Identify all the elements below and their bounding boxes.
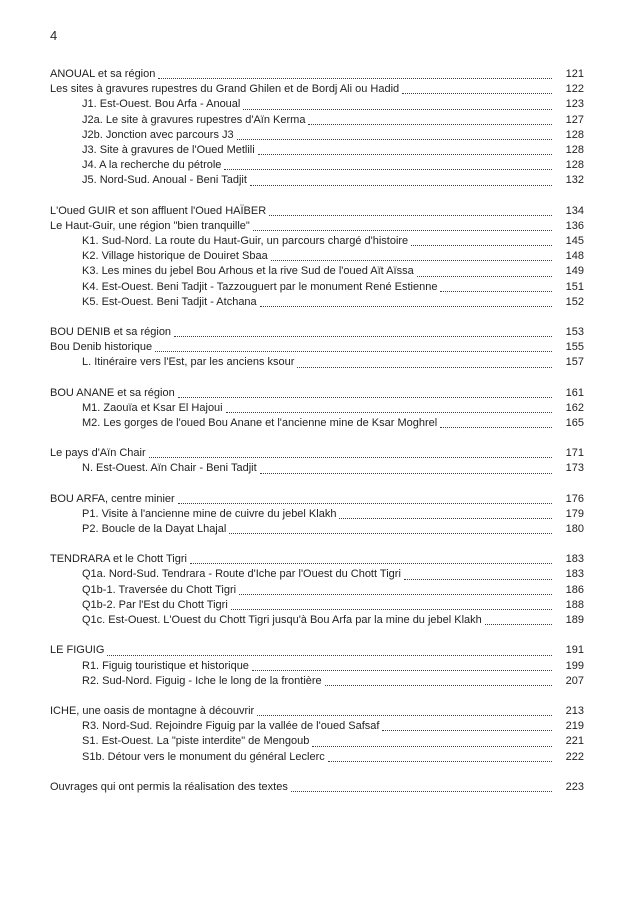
toc-leader-dots xyxy=(325,685,552,686)
toc-entry-page: 122 xyxy=(565,83,584,96)
toc-entry xyxy=(50,416,584,431)
toc-entry xyxy=(50,461,584,476)
toc-entry-label: Q1a. Nord-Sud. Tendrara - Route d'Iche par l'Ouest du Chott Tigri xyxy=(82,568,401,581)
toc-entry-page: 161 xyxy=(565,386,584,399)
toc-entry-page: 132 xyxy=(565,174,584,187)
toc-entry-label: J4. A la recherche du pétrole xyxy=(82,159,222,172)
toc-group xyxy=(50,325,584,371)
toc-entry-label: J2a. Le site à gravures rupestres d'Aïn Kerma xyxy=(82,113,306,126)
toc-entry-page: 128 xyxy=(565,159,584,172)
toc-group xyxy=(50,67,584,189)
toc-entry-page: 183 xyxy=(565,568,584,581)
toc-entry-label: M1. Zaouïa et Ksar El Hajoui xyxy=(82,401,223,414)
toc-leader-dots xyxy=(382,730,552,731)
toc-entry-page: 157 xyxy=(565,356,584,369)
toc-entry-label: R1. Figuig touristique et historique xyxy=(82,659,249,672)
toc-entry xyxy=(50,401,584,416)
toc-leader-dots xyxy=(231,609,552,610)
toc-entry-page: 127 xyxy=(565,113,584,126)
toc-leader-dots xyxy=(178,503,552,504)
toc-entry xyxy=(50,143,584,158)
toc-entry-page: 180 xyxy=(565,523,584,536)
toc-entry-label: J3. Site à gravures de l'Oued Metlili xyxy=(82,144,255,157)
toc-entry xyxy=(50,446,584,461)
toc-entry-page: 136 xyxy=(565,219,584,232)
toc-entry xyxy=(50,734,584,749)
toc-entry-label: Ouvrages qui ont permis la réalisation des textes xyxy=(50,780,288,793)
toc-leader-dots xyxy=(328,761,552,762)
toc-entry xyxy=(50,719,584,734)
toc-leader-dots xyxy=(339,518,552,519)
toc-entry xyxy=(50,97,584,112)
toc-entry xyxy=(50,280,584,295)
toc-entry xyxy=(50,583,584,598)
toc-entry-label: K5. Est-Ouest. Beni Tadjit - Atchana xyxy=(82,295,257,308)
toc-entry-page: 186 xyxy=(565,583,584,596)
toc-entry xyxy=(50,158,584,173)
toc-entry xyxy=(50,507,584,522)
toc-entry xyxy=(50,355,584,370)
toc-entry-label: LE FIGUIG xyxy=(50,644,105,657)
toc-group xyxy=(50,492,584,538)
toc-entry xyxy=(50,750,584,765)
toc-leader-dots xyxy=(402,93,552,94)
toc-entry-page: 207 xyxy=(565,674,584,687)
toc-entry-label: ICHE, une oasis de montagne à découvrir xyxy=(50,704,255,717)
toc-entry xyxy=(50,82,584,97)
toc-group xyxy=(50,552,584,628)
toc-leader-dots xyxy=(308,124,552,125)
toc-leader-dots xyxy=(258,154,552,155)
toc-entry-page: 155 xyxy=(565,341,584,354)
toc-entry-label: K4. Est-Ouest. Beni Tadjit - Tazzouguert par le monument René Estienne xyxy=(82,280,438,293)
toc-leader-dots xyxy=(226,412,552,413)
toc-leader-dots xyxy=(174,336,552,337)
toc-entry-page: 123 xyxy=(565,98,584,111)
toc-entry-label: Bou Denib historique xyxy=(50,341,153,354)
table-of-contents xyxy=(50,67,584,795)
toc-entry-page: 213 xyxy=(565,704,584,717)
toc-leader-dots xyxy=(411,245,552,246)
toc-entry xyxy=(50,204,584,219)
toc-entry-label: BOU DENIB et sa région xyxy=(50,326,172,339)
toc-entry-page: 219 xyxy=(565,720,584,733)
toc-leader-dots xyxy=(224,169,552,170)
toc-entry-page: 134 xyxy=(565,204,584,217)
toc-entry xyxy=(50,173,584,188)
toc-entry-label: R3. Nord-Sud. Rejoindre Figuig par la vallée de l'oued Safsaf xyxy=(82,720,380,733)
toc-group xyxy=(50,780,584,795)
toc-entry-label: M2. Les gorges de l'oued Bou Anane et l'ancienne mine de Ksar Moghrel xyxy=(82,417,438,430)
page-number: 4 xyxy=(50,28,58,43)
toc-entry xyxy=(50,128,584,143)
toc-entry-label: K2. Village historique de Douiret Sbaa xyxy=(82,250,268,263)
toc-leader-dots xyxy=(178,397,552,398)
toc-entry-label: Q1b-2. Par l'Est du Chott Tigri xyxy=(82,598,228,611)
toc-entry-page: 188 xyxy=(565,598,584,611)
toc-entry-label: BOU ARFA, centre minier xyxy=(50,492,175,505)
toc-entry-label: P1. Visite à l'ancienne mine de cuivre du jebel Klakh xyxy=(82,507,337,520)
toc-leader-dots xyxy=(271,260,552,261)
toc-entry-page: 149 xyxy=(565,265,584,278)
toc-entry xyxy=(50,659,584,674)
toc-entry xyxy=(50,295,584,310)
toc-entry xyxy=(50,492,584,507)
toc-entry-page: 171 xyxy=(565,447,584,460)
toc-entry-page: 152 xyxy=(565,295,584,308)
toc-entry xyxy=(50,249,584,264)
toc-leader-dots xyxy=(250,185,552,186)
toc-leader-dots xyxy=(253,230,552,231)
toc-entry xyxy=(50,386,584,401)
toc-entry-page: 191 xyxy=(565,644,584,657)
toc-group xyxy=(50,204,584,310)
toc-entry xyxy=(50,340,584,355)
toc-entry-page: 162 xyxy=(565,401,584,414)
toc-leader-dots xyxy=(229,533,552,534)
toc-entry xyxy=(50,674,584,689)
toc-leader-dots xyxy=(297,367,552,368)
toc-entry-label: BOU ANANE et sa région xyxy=(50,386,175,399)
toc-entry-page: 153 xyxy=(565,326,584,339)
toc-entry-label: J5. Nord-Sud. Anoual - Beni Tadjit xyxy=(82,174,247,187)
toc-entry xyxy=(50,613,584,628)
toc-leader-dots xyxy=(155,351,552,352)
toc-leader-dots xyxy=(440,427,552,428)
toc-entry-label: TENDRARA et le Chott Tigri xyxy=(50,553,187,566)
toc-leader-dots xyxy=(239,594,552,595)
toc-entry-page: 148 xyxy=(565,250,584,263)
toc-entry xyxy=(50,234,584,249)
toc-entry-label: N. Est-Ouest. Aïn Chair - Beni Tadjit xyxy=(82,462,257,475)
toc-entry-page: 165 xyxy=(565,417,584,430)
toc-leader-dots xyxy=(190,563,552,564)
toc-entry-label: S1b. Détour vers le monument du général Leclerc xyxy=(82,750,325,763)
toc-entry-page: 151 xyxy=(565,280,584,293)
toc-group xyxy=(50,704,584,765)
toc-entry-page: 121 xyxy=(565,68,584,80)
toc-entry xyxy=(50,264,584,279)
toc-entry-page: 176 xyxy=(565,492,584,505)
toc-leader-dots xyxy=(440,291,552,292)
toc-leader-dots xyxy=(237,139,552,140)
toc-entry-label: J1. Est-Ouest. Bou Arfa - Anoual xyxy=(82,98,241,111)
toc-entry-page: 221 xyxy=(565,735,584,748)
toc-entry xyxy=(50,552,584,567)
toc-group xyxy=(50,446,584,476)
toc-entry-label: J2b. Jonction avec parcours J3 xyxy=(82,128,234,141)
toc-entry-page: 223 xyxy=(565,780,584,793)
toc-entry xyxy=(50,522,584,537)
toc-leader-dots xyxy=(260,473,552,474)
toc-entry-label: K3. Les mines du jebel Bou Arhous et la rive Sud de l'oued Aït Aïssa xyxy=(82,265,414,278)
toc-group xyxy=(50,643,584,689)
toc-leader-dots xyxy=(149,457,552,458)
toc-leader-dots xyxy=(404,579,552,580)
toc-entry xyxy=(50,219,584,234)
toc-entry-page: 183 xyxy=(565,553,584,566)
toc-entry-page: 128 xyxy=(565,144,584,157)
toc-entry xyxy=(50,598,584,613)
toc-entry-label: K1. Sud-Nord. La route du Haut-Guir, un parcours chargé d'histoire xyxy=(82,235,409,248)
toc-entry-page: 179 xyxy=(565,507,584,520)
toc-leader-dots xyxy=(107,655,552,656)
toc-leader-dots xyxy=(485,624,552,625)
toc-entry xyxy=(50,780,584,795)
toc-leader-dots xyxy=(252,670,552,671)
toc-entry-page: 222 xyxy=(565,750,584,763)
toc-entry-page: 145 xyxy=(565,235,584,248)
toc-entry-label: P2. Boucle de la Dayat Lhajal xyxy=(82,523,227,536)
toc-group xyxy=(50,386,584,432)
toc-entry-label: R2. Sud-Nord. Figuig - Iche le long de la frontière xyxy=(82,674,322,687)
toc-entry-label: S1. Est-Ouest. La "piste interdite" de Mengoub xyxy=(82,735,310,748)
toc-entry-page: 189 xyxy=(565,614,584,627)
toc-entry xyxy=(50,567,584,582)
toc-entry-label: L. Itinéraire vers l'Est, par les anciens ksour xyxy=(82,356,295,369)
toc-leader-dots xyxy=(260,306,552,307)
toc-entry-label: Q1c. Est-Ouest. L'Ouest du Chott Tigri jusqu'à Bou Arfa par la mine du jebel Klakh xyxy=(82,614,482,627)
toc-entry xyxy=(50,113,584,128)
toc-entry-label: ANOUAL et sa région xyxy=(50,68,156,80)
toc-entry-page: 128 xyxy=(565,128,584,141)
toc-leader-dots xyxy=(243,109,552,110)
toc-leader-dots xyxy=(269,215,552,216)
toc-leader-dots xyxy=(158,78,552,79)
toc-entry xyxy=(50,67,584,82)
toc-entry-label: Les sites à gravures rupestres du Grand Ghilen et de Bordj Ali ou Hadid xyxy=(50,83,400,96)
toc-entry xyxy=(50,704,584,719)
toc-entry xyxy=(50,643,584,658)
toc-leader-dots xyxy=(312,746,552,747)
toc-entry-label: L'Oued GUIR et son affluent l'Oued HAÏBER xyxy=(50,204,267,217)
toc-leader-dots xyxy=(417,276,552,277)
toc-entry-label: Le pays d'Aïn Chair xyxy=(50,447,146,460)
toc-entry-label: Le Haut-Guir, une région "bien tranquille" xyxy=(50,219,250,232)
toc-entry-page: 199 xyxy=(565,659,584,672)
toc-leader-dots xyxy=(257,715,552,716)
toc-entry-page: 173 xyxy=(565,462,584,475)
toc-entry xyxy=(50,325,584,340)
toc-entry-label: Q1b-1. Traversée du Chott Tigri xyxy=(82,583,237,596)
toc-leader-dots xyxy=(291,791,552,792)
